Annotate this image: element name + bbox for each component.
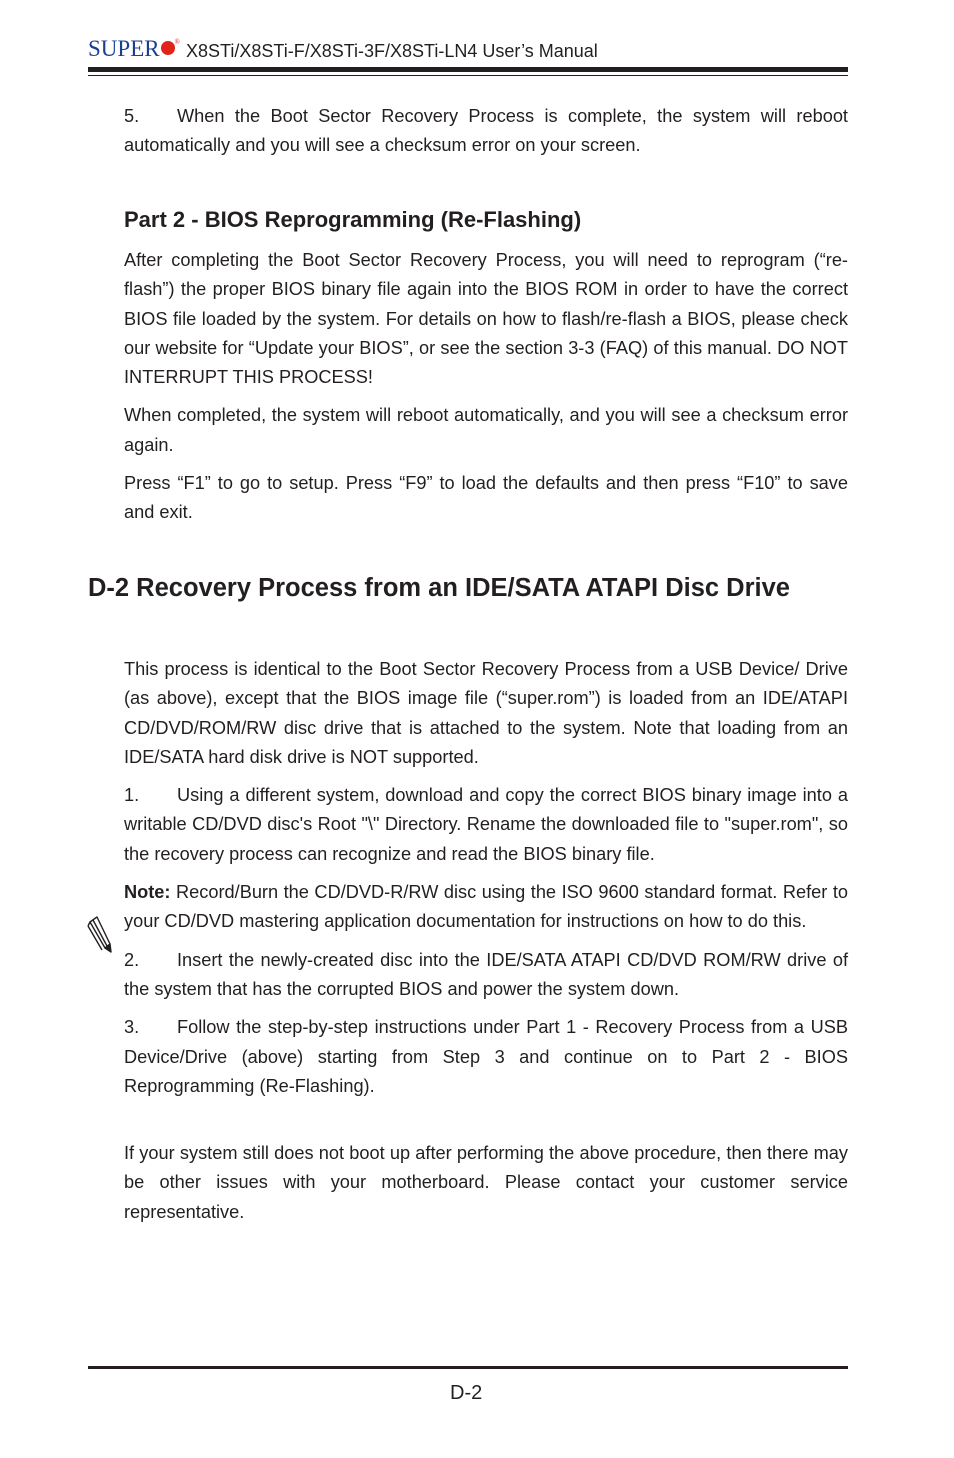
closing-paragraph: If your system still does not boot up after performing the above procedure, then there may be other issues with your motherboard. Please contact your customer service representative. xyxy=(124,1143,848,1222)
header-rule-thick xyxy=(88,67,848,72)
step-text: Follow the step-by-step instructions under Part 1 - Recovery Process from a USB Device/Drive (above) starting from Step 3 and continue on to Part 2 - BIOS Reprogramming (Re-Flashing). xyxy=(124,1017,848,1096)
note-text: Record/Burn the CD/DVD-R/RW disc using the ISO 9600 standard format. Refer to your CD/DVD mastering application documentation for instructions on how to do this. xyxy=(124,882,848,932)
logo-text: SUPER xyxy=(88,36,160,61)
note-paragraph xyxy=(124,878,848,937)
part-2-body xyxy=(124,246,848,528)
page-number: D-2 xyxy=(450,1382,483,1404)
part-2-paragraph-3: Press “F1” to go to setup. Press “F9” to load the defaults and then press “F10” to save and exit. xyxy=(124,473,848,523)
note-label: Note: xyxy=(124,882,171,903)
part-2-heading: Part 2 - BIOS Reprogramming (Re-Flashing) xyxy=(124,207,582,232)
step-number: 1. xyxy=(124,785,140,806)
section-d2-heading: D-2 Recovery Process from an IDE/SATA ATAPI Disc Drive xyxy=(88,574,790,602)
part-2-paragraph-1: After completing the Boot Sector Recovery Process, you will need to reprogram (“re-flash”) the proper BIOS binary file again into the BIOS ROM in order to have the correct BIOS file loaded by the system. For details on how to flash/re-flash a BIOS, please check our website for “Update your BIOS”, or see the section 3-3 (FAQ) of this manual. DO NOT INTERRUPT THIS PROCESS! xyxy=(124,250,848,388)
step-5-block xyxy=(124,102,848,161)
step-1-paragraph xyxy=(124,781,848,869)
registered-mark-icon: ® xyxy=(174,38,180,46)
step-5-paragraph xyxy=(124,102,848,161)
step-2-paragraph xyxy=(124,946,848,1005)
step-number: 3. xyxy=(124,1017,140,1038)
section-d2-body xyxy=(124,655,848,1227)
step-text: Using a different system, download and copy the correct BIOS binary image into a writable CD/DVD disc's Root "\" Directory. Rename the downloaded file to "super.rom", so the recovery process can recognize and read the BIOS binary file. xyxy=(124,785,848,864)
page-header xyxy=(88,36,848,80)
step-text: Insert the newly-created disc into the IDE/SATA ATAPI CD/DVD ROM/RW drive of the system that has the corrupted BIOS and power the system down. xyxy=(124,949,848,999)
supermicro-logo xyxy=(88,36,180,62)
step-3-paragraph xyxy=(124,1013,848,1101)
step-text: When the Boot Sector Recovery Process is complete, the system will reboot automatically and you will see a checksum error on your screen. xyxy=(124,106,848,156)
logo-dot-icon xyxy=(161,41,175,55)
manual-title: X8STi/X8STi-F/X8STi-3F/X8STi-LN4 User’s Manual xyxy=(186,41,598,61)
footer-rule xyxy=(88,1366,848,1369)
section-d2-intro: This process is identical to the Boot Sector Recovery Process from a USB Device/ Drive (as above), except that the BIOS image file (“super.rom”) is loaded from an IDE/ATAPI CD/DVD/ROM/RW disc drive that is attached to the system. Note that loading from an IDE/SATA hard disk drive is NOT supported. xyxy=(124,659,848,767)
part-2-section xyxy=(124,205,848,235)
pencil-note-icon xyxy=(86,914,114,954)
header-rule-thin xyxy=(88,75,848,76)
step-number: 5. xyxy=(124,106,140,126)
step-number: 2. xyxy=(124,949,140,970)
part-2-paragraph-2: When completed, the system will reboot automatically, and you will see a checksum error again. xyxy=(124,405,848,455)
